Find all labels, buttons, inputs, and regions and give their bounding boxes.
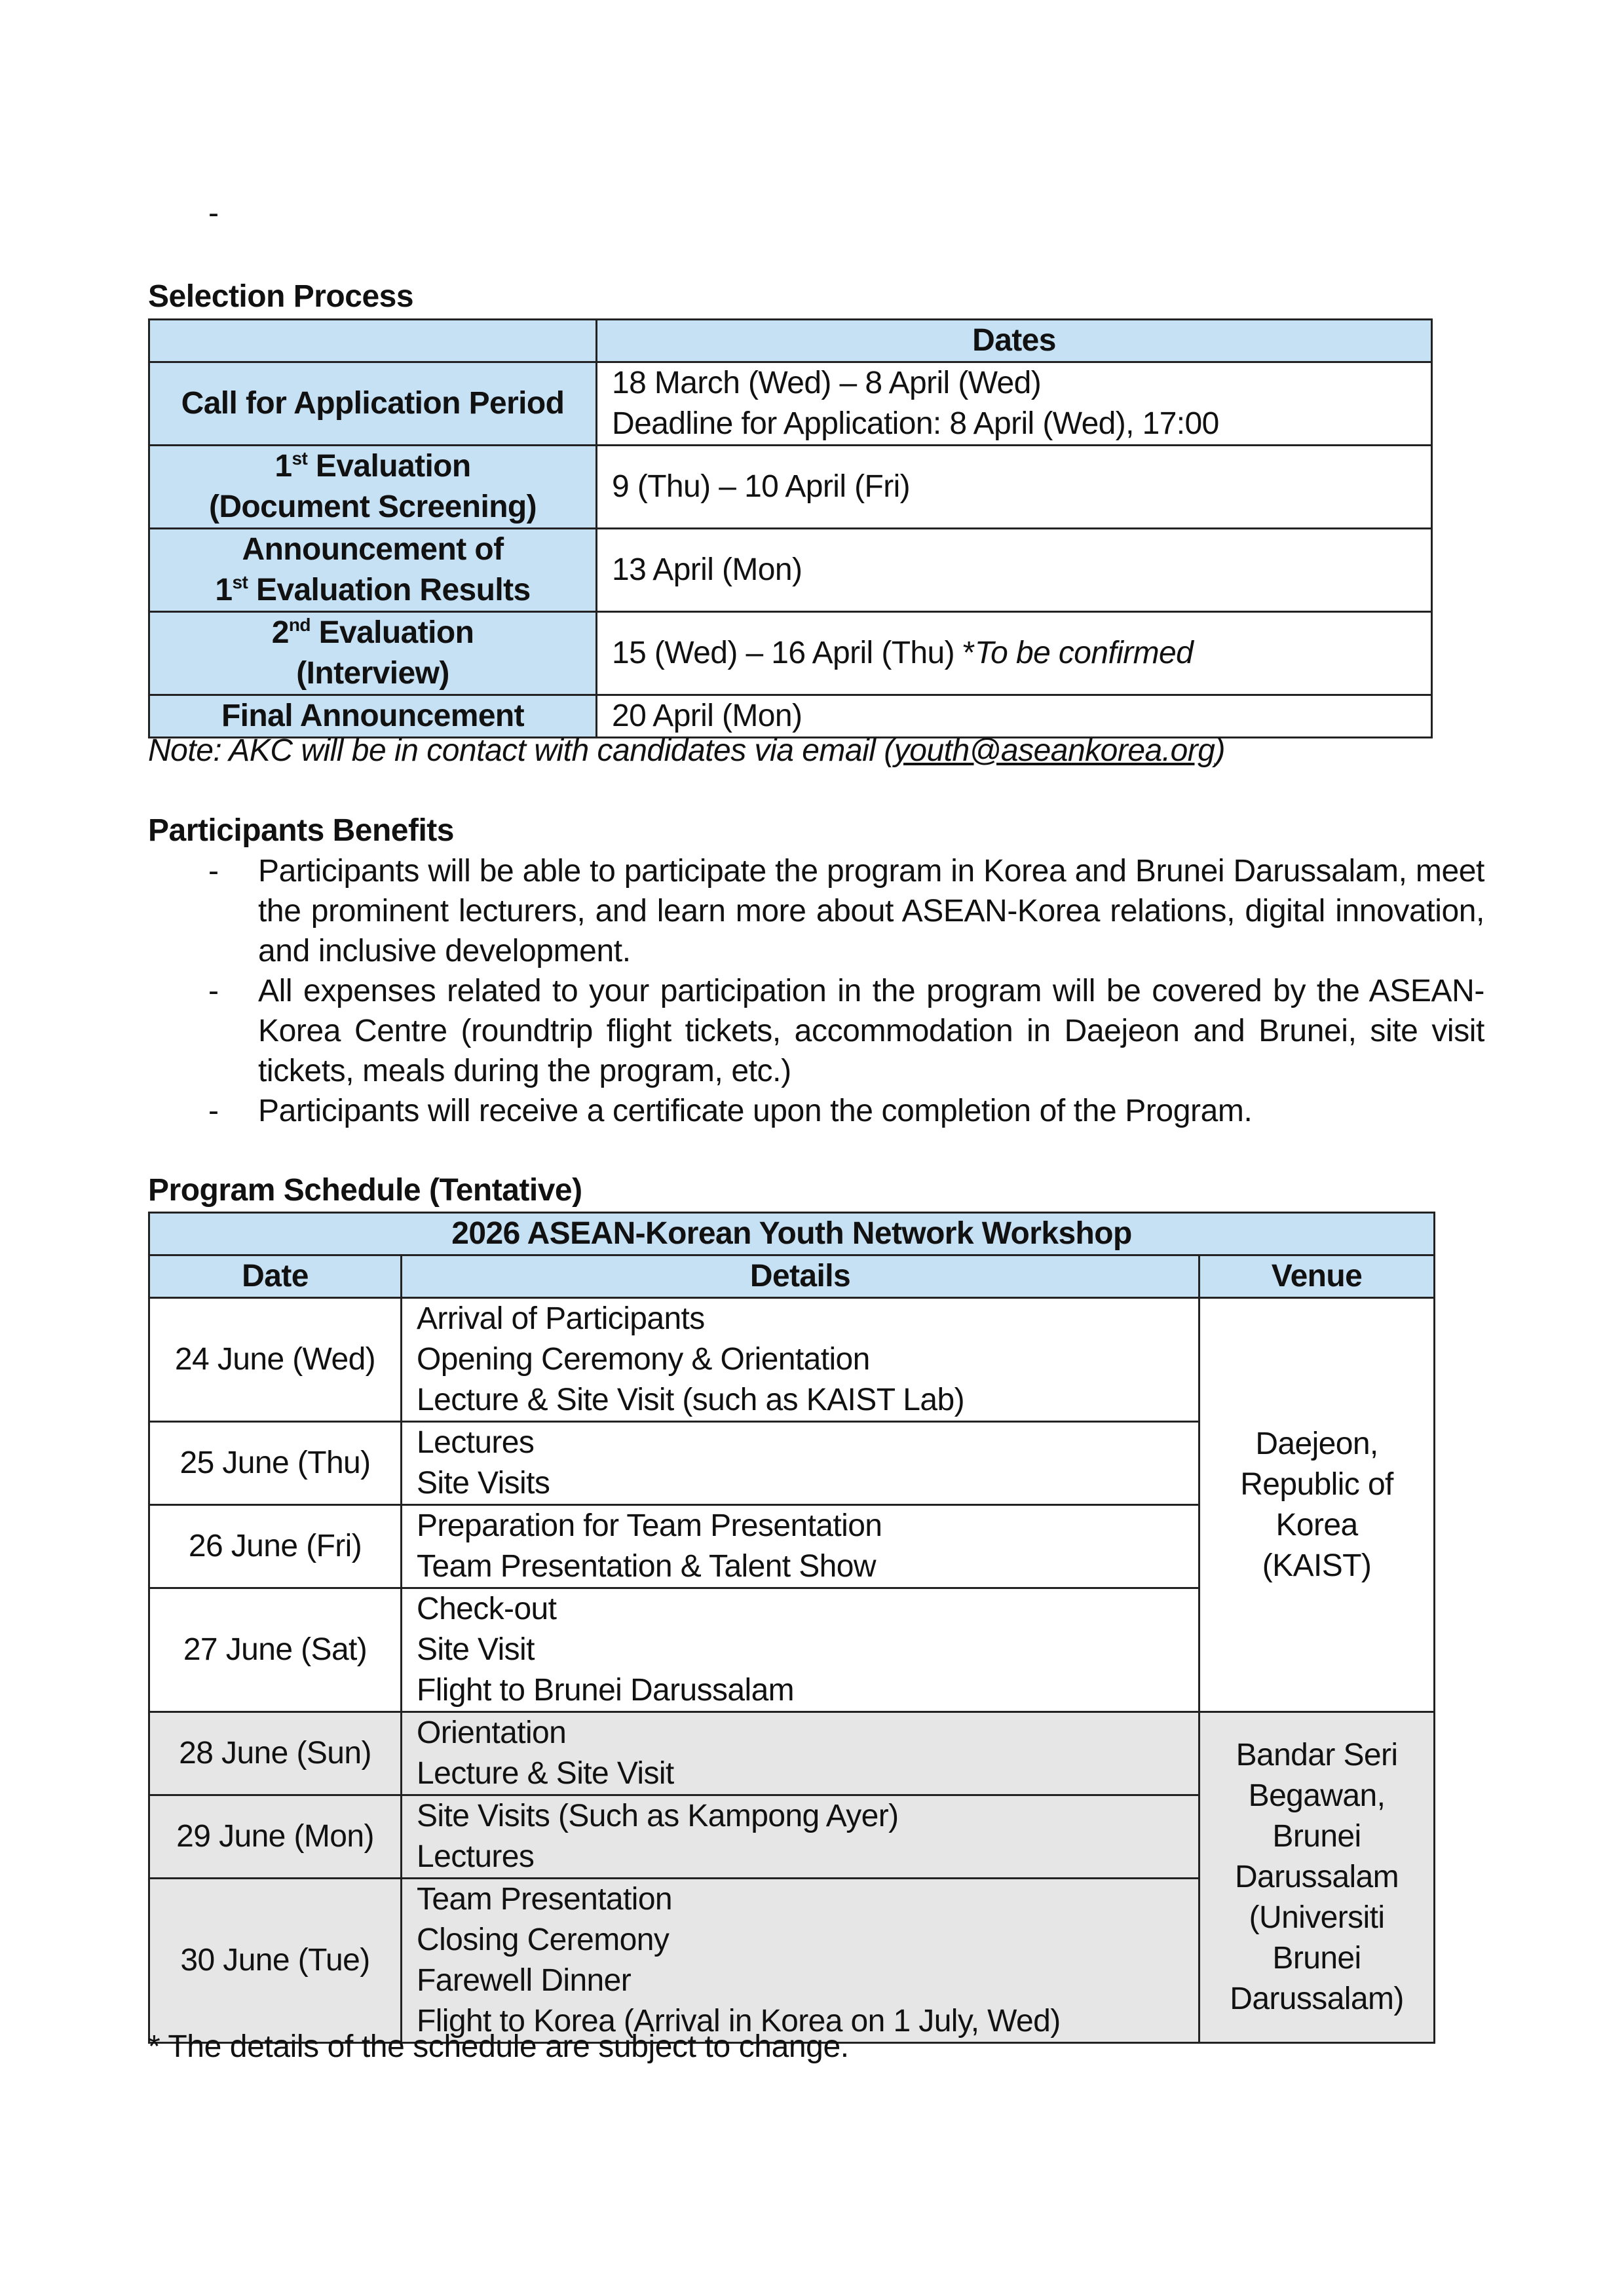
- schedule-title: 2026 ASEAN-Korean Youth Network Workshop: [149, 1213, 1435, 1255]
- col-venue-header: Venue: [1199, 1255, 1435, 1298]
- selection-row: [149, 612, 1432, 695]
- schedule-heading: Program Schedule (Tentative): [148, 1173, 582, 1208]
- selection-label: Final Announcement: [149, 695, 597, 738]
- day-date: 28 June (Sun): [149, 1712, 402, 1795]
- selection-row: [149, 529, 1432, 612]
- schedule-header-row: [149, 1255, 1435, 1298]
- day-date: 30 June (Tue): [149, 1879, 402, 2043]
- selection-label: 2nd Evaluation (Interview): [149, 612, 597, 695]
- benefits-heading: Participants Benefits: [148, 813, 454, 848]
- venue-brunei: Bandar Seri Begawan, Brunei Darussalam (Universiti Brunei Darussalam): [1199, 1712, 1435, 2043]
- day-details: Check-out Site Visit Flight to Brunei Darussalam: [402, 1588, 1199, 1712]
- selection-label: Announcement of 1st Evaluation Results: [149, 529, 597, 612]
- day-details: Site Visits (Such as Kampong Ayer) Lectures: [402, 1795, 1199, 1879]
- day-date: 24 June (Wed): [149, 1298, 402, 1422]
- table-row: [149, 1298, 1435, 1422]
- selection-header-dates: Dates: [597, 320, 1432, 362]
- day-details: Lectures Site Visits: [402, 1422, 1199, 1505]
- schedule-title-row: [149, 1213, 1435, 1255]
- list-item: - Participants will be able to participate the program in Korea and Brunei Darussalam, meet the prominent lecturers, and learn more about ASEAN-Korea relations, digital innovation, and inclusive development.: [208, 854, 1484, 968]
- venue-korea: Daejeon, Republic of Korea (KAIST): [1199, 1298, 1435, 1712]
- day-date: 26 June (Fri): [149, 1505, 402, 1588]
- selection-label: 1st Evaluation (Document Screening): [149, 446, 597, 529]
- day-details: Arrival of Participants Opening Ceremony & Orientation Lecture & Site Visit (such as KAIST Lab): [402, 1298, 1199, 1422]
- col-date-header: Date: [149, 1255, 402, 1298]
- stray-dash: -: [208, 196, 219, 231]
- list-item: - Participants will receive a certificate upon the completion of the Program.: [208, 1094, 1253, 1128]
- email-link[interactable]: youth@aseankorea.org: [894, 733, 1215, 768]
- selection-value: 9 (Thu) – 10 April (Fri): [597, 446, 1432, 529]
- schedule-table: [148, 1212, 1435, 2044]
- selection-value: 13 April (Mon): [597, 529, 1432, 612]
- selection-label: Call for Application Period: [149, 362, 597, 446]
- benefits-list: [148, 851, 1484, 1131]
- selection-value: 20 April (Mon): [597, 695, 1432, 738]
- selection-value: 18 March (Wed) – 8 April (Wed) Deadline for Application: 8 April (Wed), 17:00: [597, 362, 1432, 446]
- selection-table: [148, 318, 1433, 738]
- selection-row: [149, 446, 1432, 529]
- selection-row: [149, 362, 1432, 446]
- day-details: Orientation Lecture & Site Visit: [402, 1712, 1199, 1795]
- table-row: [149, 1712, 1435, 1795]
- day-details: Team Presentation Closing Ceremony Farewell Dinner Flight to Korea (Arrival in Korea on 1 July, Wed): [402, 1879, 1199, 2043]
- day-details: Preparation for Team Presentation Team Presentation & Talent Show: [402, 1505, 1199, 1588]
- selection-header-blank: [149, 320, 597, 362]
- selection-header-row: [149, 320, 1432, 362]
- selection-value: 15 (Wed) – 16 April (Thu) *To be confirmed: [597, 612, 1432, 695]
- day-date: 29 June (Mon): [149, 1795, 402, 1879]
- schedule-footnote: * The details of the schedule are subject to change.: [148, 2029, 849, 2064]
- day-date: 25 June (Thu): [149, 1422, 402, 1505]
- col-details-header: Details: [402, 1255, 1199, 1298]
- list-item: - All expenses related to your participation in the program will be covered by the ASEAN-Korea Centre (roundtrip flight tickets, accommodation in Daejeon and Brunei, site visit tickets, meals during the program, etc.): [208, 974, 1484, 1088]
- selection-heading: Selection Process: [148, 279, 414, 314]
- selection-note: Note: AKC will be in contact with candidates via email (youth@aseankorea.org): [148, 733, 1225, 768]
- day-date: 27 June (Sat): [149, 1588, 402, 1712]
